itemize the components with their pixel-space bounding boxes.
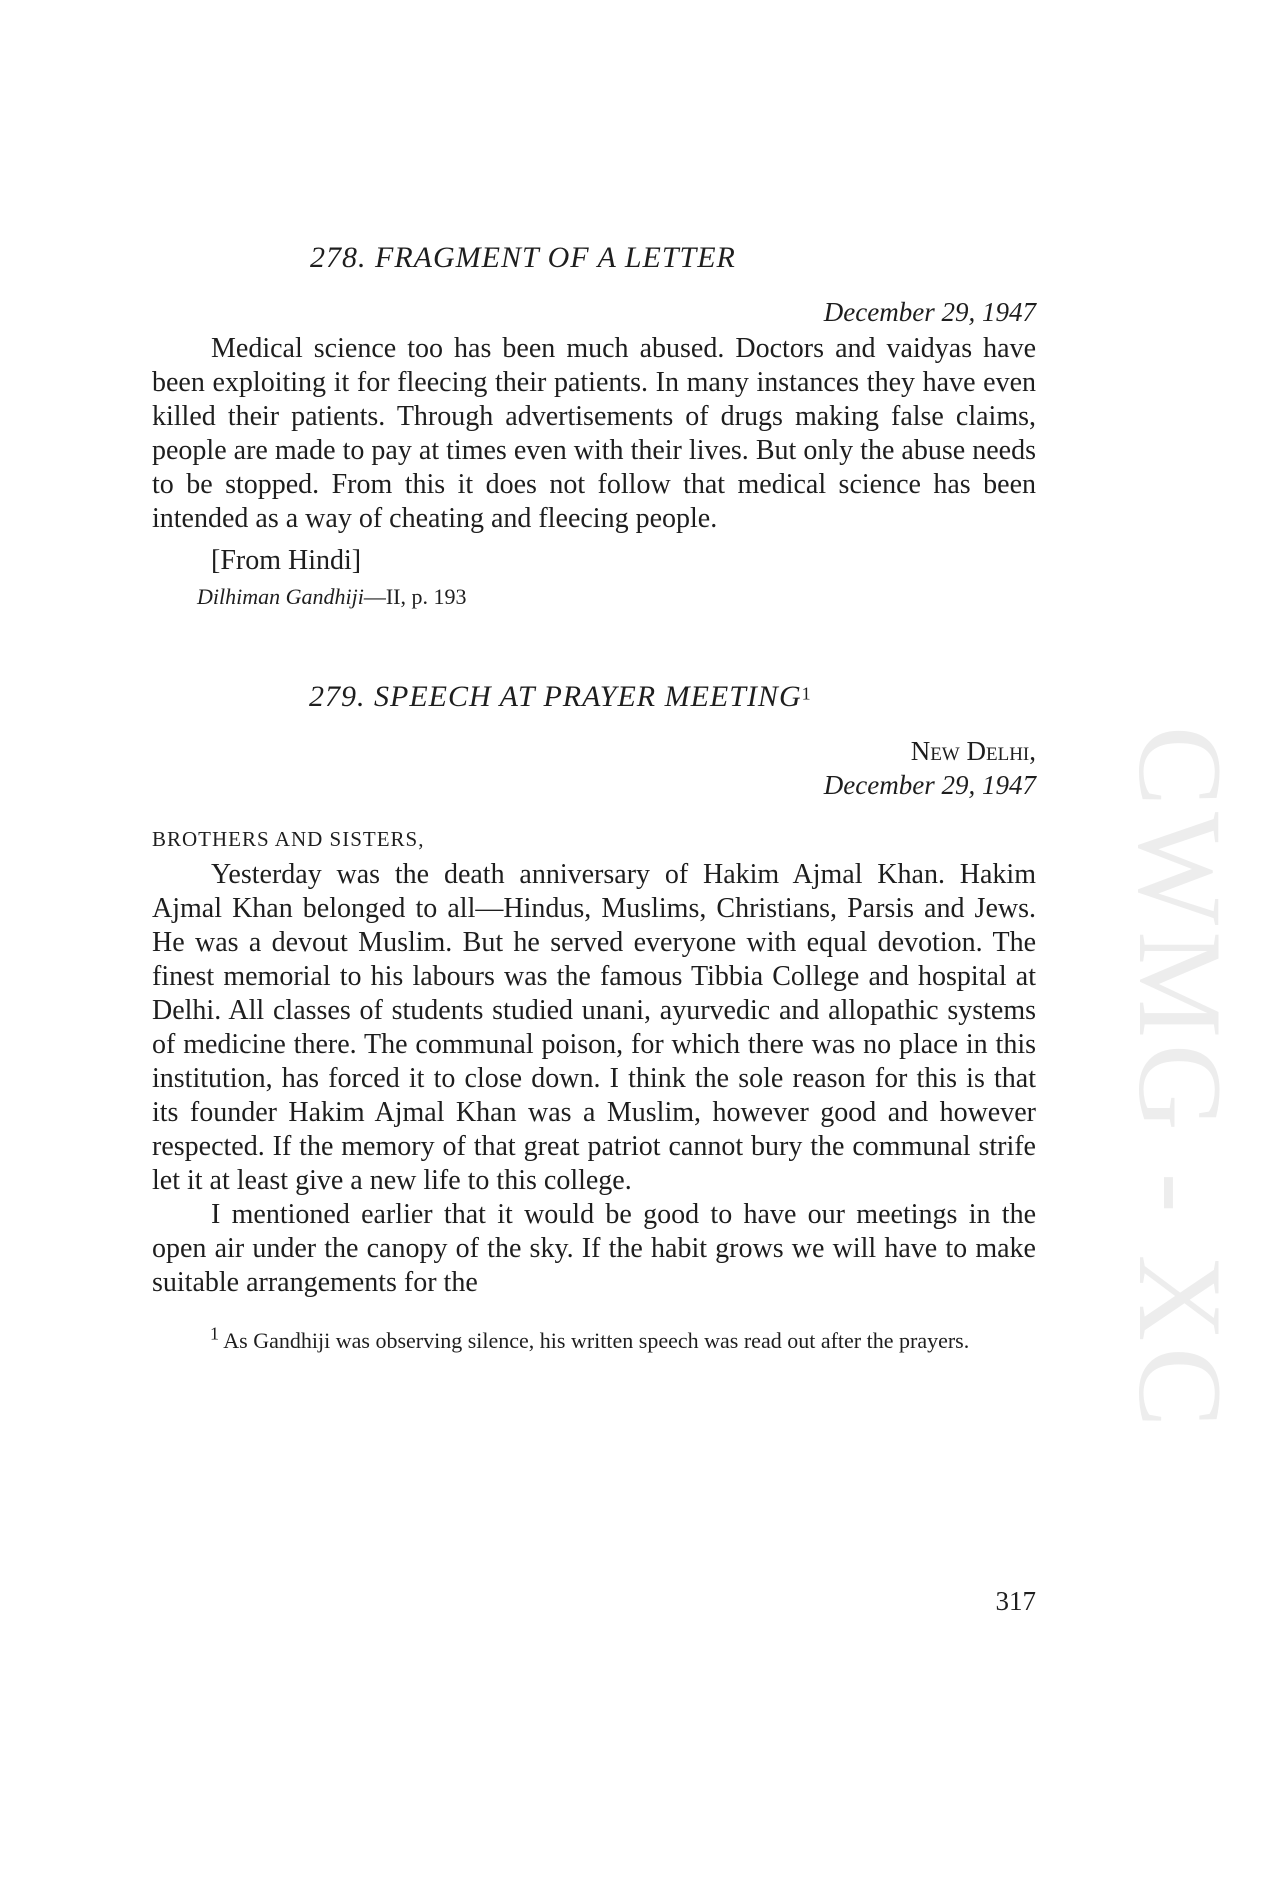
section-278-paragraph: Medical science too has been much abused. Doctors and vaidyas have been exploiting it for fleecing their patients. In many instances they have even killed their patients. Through advertisements of drugs making false claims, people are made to pay at times even with their lives. But only the abuse needs to be stopped. From this it does not follow that medical science has been intended as a way of cheating and fleecing people. (152, 333, 1036, 535)
section-279-heading (152, 679, 1036, 715)
watermark: CWMG - XC (1114, 726, 1247, 1434)
section-279-title: 279. SPEECH AT PRAYER MEETING (309, 679, 802, 713)
source-reference: —II, p. 193 (363, 584, 467, 610)
page-number: 317 (995, 1586, 1036, 1616)
footnote (152, 1323, 1036, 1356)
page-body (152, 240, 1036, 1356)
section-278-date: December 29, 1947 (823, 297, 1036, 327)
section-278-title: 278. FRAGMENT OF A LETTER (310, 241, 736, 274)
speech-place: New Delhi, (910, 735, 1036, 766)
speech-paragraph-1: Yesterday was the death anniversary of Hakim Ajmal Khan. Hakim Ajmal Khan belonged to all—Hindus, Muslims, Christians, Parsis and Jews. He was a devout Muslim. But he served everyone with equal devotion. The finest memorial to his labours was the famous Tibbia College and hospital at Delhi. All classes of students studied unani, ayurvedic and allopathic systems of medicine there. The communal poison, for which there was no place in this institution, has forced it to close down. I think the sole reason for this is that its founder Hakim Ajmal Khan was a Muslim, however good and however respected. If the memory of that great patriot cannot bury the communal strife let it at least give a new life to this college. (152, 858, 1036, 1196)
footnote-mark: 1 (210, 1323, 219, 1344)
translation-note: [From Hindi] (211, 545, 362, 577)
source-title: Dilhiman Gandhiji (197, 584, 364, 610)
footnote-text: As Gandhiji was observing silence, his written speech was read out after the prayers. (223, 1327, 970, 1353)
salutation: BROTHERS AND SISTERS, (152, 826, 425, 851)
speech-date: December 29, 1947 (823, 769, 1036, 800)
footnote-reference: 1 (801, 683, 811, 704)
speech-paragraph-2: I mentioned earlier that it would be good to have our meetings in the open air under the canopy of the sky. If the habit grows we will have to make suitable arrangements for the (152, 1198, 1036, 1298)
source-citation (197, 584, 1036, 610)
